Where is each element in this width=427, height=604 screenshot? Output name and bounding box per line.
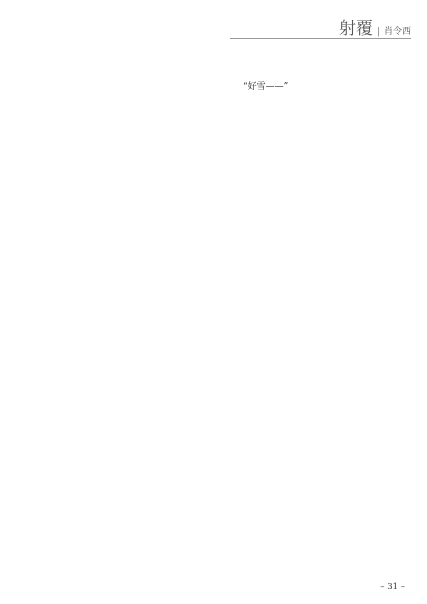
header-rule <box>230 38 411 39</box>
text-column-left <box>32 70 208 576</box>
header-separator: | <box>376 27 380 37</box>
header-author: 肖令西 <box>383 27 411 37</box>
page-number: – 31 – <box>380 582 405 592</box>
text-column-right <box>225 70 401 576</box>
header-title: 射覆 <box>338 19 373 39</box>
running-header <box>339 14 411 39</box>
section-heading: “好雪——” <box>243 82 289 92</box>
